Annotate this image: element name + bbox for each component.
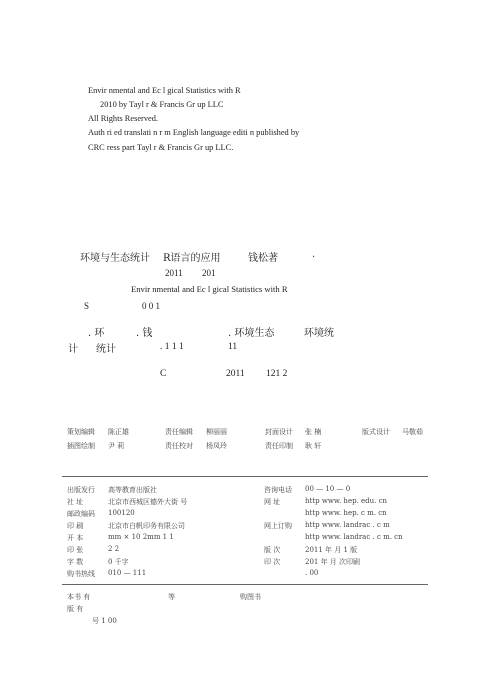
staff-label: 插图绘制	[67, 442, 95, 450]
publication-value: http www. hep. c m. cn	[305, 509, 387, 517]
publication-value: . 00	[305, 569, 319, 577]
cip-subject-2: . 钱	[136, 328, 153, 339]
publication-label: 印 刷	[67, 522, 84, 530]
cip-data-letter: C	[160, 369, 167, 379]
publication-label: 邮政编码	[67, 510, 95, 518]
publication-label: 购书热线	[67, 570, 95, 578]
publication-label: 版 次	[264, 546, 281, 554]
notice-line-1c: 购图书	[240, 593, 261, 601]
publication-value: 0 千字	[108, 558, 129, 566]
publication-value: 2011 年 月 1 版	[305, 546, 358, 554]
staff-label: 版式设计	[362, 428, 390, 436]
publication-label: 印 张	[67, 546, 84, 554]
publication-label: 印 次	[264, 558, 281, 566]
cip-subject-3: . 环境生态	[228, 328, 275, 339]
publication-value: 00 — 10 — 0	[305, 485, 351, 493]
copyright-year: 2010 by Tayl r & Francis Gr up LLC	[100, 100, 224, 109]
staff-label: 责任校对	[165, 442, 193, 450]
publication-label: 社 址	[67, 498, 84, 506]
notice-line-2: 版 有	[67, 605, 84, 613]
publication-value: 高等教育出版社	[108, 486, 157, 494]
publication-label: 出版发行	[67, 486, 95, 494]
publication-value: 010 — 111	[108, 569, 147, 577]
cip-english-title: Envir nmental and Ec l gical Statistics with R	[131, 284, 288, 294]
publication-value: http www. landrac . c m	[305, 521, 390, 529]
cip-year: 2011	[165, 268, 183, 278]
notice-line-1b: 等	[168, 593, 175, 601]
cip-author: 钱松著	[248, 253, 278, 264]
staff-name: 马敬茹	[402, 428, 423, 436]
publication-value: mm × 10 2mm 1 1	[108, 533, 174, 541]
copyright-rights: All Rights Reserved.	[88, 114, 159, 123]
staff-name: 杨凤玲	[206, 442, 227, 450]
notice-line-3: 号 1 00	[92, 617, 117, 625]
cip-series-letter: S	[84, 301, 90, 311]
staff-label: 封面设计	[265, 428, 293, 436]
cip-book-subtitle: R语言的应用	[163, 253, 221, 264]
cip-book-title: 环境与生态统计	[80, 253, 150, 264]
cip-classification-2: 11	[228, 342, 238, 352]
publication-label: 网 址	[264, 498, 281, 506]
cip-dot: .	[312, 249, 316, 260]
publication-value: 100120	[108, 509, 135, 517]
cip-year-suffix: 201	[202, 268, 216, 278]
staff-name: 尹 莉	[108, 442, 125, 450]
cip-subject-5: 计	[68, 344, 78, 355]
staff-name: 耿 轩	[305, 442, 322, 450]
publication-label: 咨询电话	[264, 486, 292, 494]
copyright-translation: Auth ri ed translati n r m English language editi n published by	[88, 128, 300, 137]
staff-label: 责任印制	[265, 442, 293, 450]
copyright-publisher: CRC ress part Tayl r & Francis Gr up LLC.	[88, 143, 234, 152]
staff-name: 柳丽丽	[206, 428, 227, 436]
publication-value: 北京市西城区德外大街 号	[108, 498, 188, 506]
cip-subject-6: 统计	[96, 344, 116, 355]
cip-series-number: 0 0 1	[142, 301, 160, 311]
publication-label: 网上订购	[264, 522, 292, 530]
cip-data-year: 2011	[226, 369, 245, 379]
cip-subject-4: 环境统	[304, 328, 334, 339]
cip-subject-1: . 环	[88, 328, 105, 339]
publication-top-rule	[62, 476, 428, 477]
publication-value: http www. landrac . c m. cn	[305, 533, 403, 541]
publication-value: http www. hep. edu. cn	[305, 497, 388, 505]
cip-data-number: 121 2	[266, 369, 288, 379]
staff-name: 张 楠	[305, 428, 322, 436]
publication-value: 2 2	[108, 545, 120, 553]
publication-value: 北京市白帆印务有限公司	[108, 522, 185, 530]
notice-line-1a: 本书 有	[67, 593, 91, 601]
publication-label: 字 数	[67, 558, 84, 566]
cip-classification: . 1 1 1	[160, 342, 184, 352]
publication-value: 201 年 月 次印刷	[305, 558, 361, 566]
staff-label: 策划编辑	[67, 428, 95, 436]
publication-bottom-rule	[62, 584, 428, 585]
staff-name: 陈正雄	[108, 428, 129, 436]
copyright-title: Envir nmental and Ec l gical Statistics with R	[88, 86, 241, 95]
publication-label: 开 本	[67, 534, 84, 542]
staff-label: 责任编辑	[165, 428, 193, 436]
